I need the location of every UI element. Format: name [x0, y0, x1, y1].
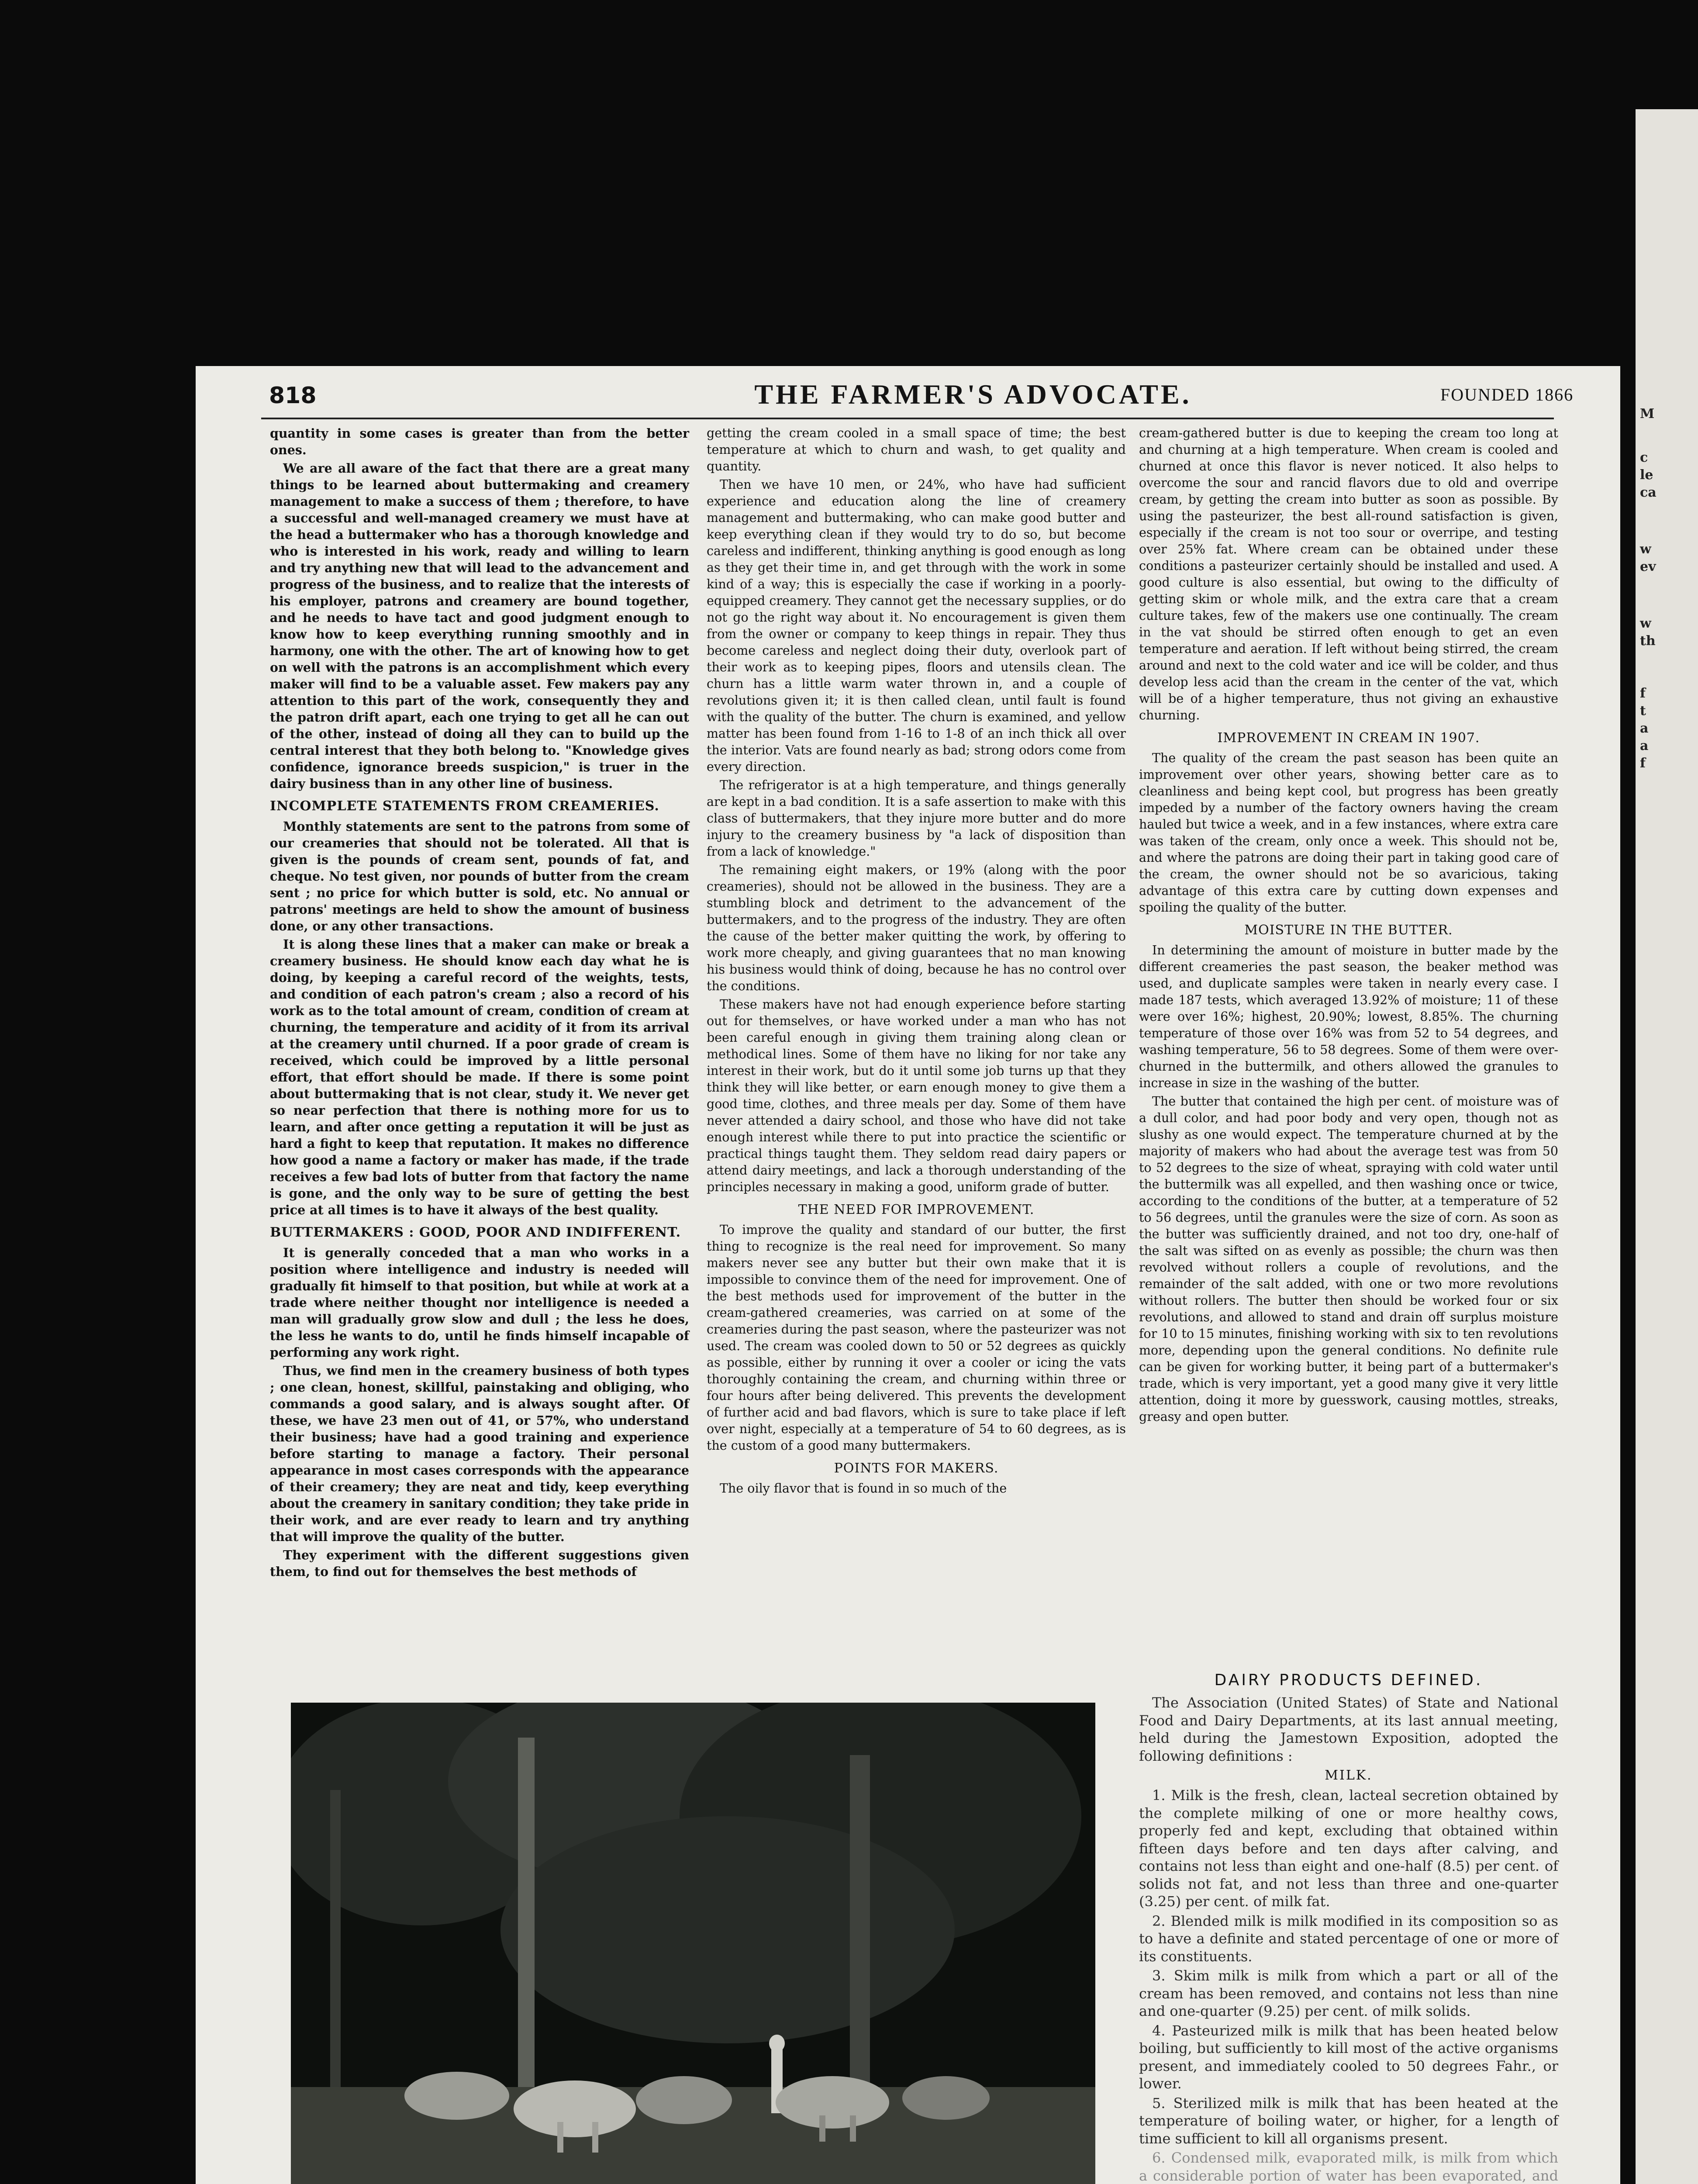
edge-fragment: f [1640, 686, 1646, 701]
paragraph: We are all aware of the fact that there are a great many things to be learned about buttermaking and creamery management to make a success of them ; therefore, to have a successful and well-managed creamery we must have at the head a buttermaker who has a thorough knowledge and who is interested in his work, ready and willing to learn and try anything new that will lead to the advancement and progress of the business, and to realize that the interests of his employer, patrons and creamery are bound together, and he needs to have tact and good judgment enough to know how to keep everything running smoothly and in harmony, one with the other. The art of knowing how to get on well with the patrons is an accomplishment which every maker will find to be a valuable asset. Few makers pay any attention to this part of the work, consequently they and the patron drift apart, each one trying to get all he can out of the other, instead of doing all they can to build up the central interest that they both belong to. "Knowledge gives confidence, ignorance breeds suspicion," is truer in the dairy business than in any other line of business. [270, 461, 689, 791]
edge-fragment: t [1640, 703, 1646, 719]
definitions-list [1139, 1694, 1558, 2184]
edge-fragment: w [1640, 542, 1651, 557]
paragraph: These makers have not had enough experience before starting out for themselves, or have worked under a man who has not been careful enough in giving them training along clean or methodical lines. Some of them have no liking for nor take any interest in their work, but do it until some job turns up that they think they will like better, or earn enough money to give them a good time, clothes, and three meals per day. Some of them have never attended a dairy school, and those who have did not take enough interest while there to put into practice the scientific or practical things taught them. They seldom read dairy papers or attend dairy meetings, and lack a thorough understanding of the principles necessary in making a good, uniform grade of butter. [707, 997, 1126, 1194]
paragraph: getting the cream cooled in a small space of time; the best temperature at which to churn and wash, to get quality and quantity. [707, 426, 1126, 473]
edge-fragment: M [1640, 406, 1655, 422]
paragraph: cream-gathered butter is due to keeping the cream too long at and churning at a high temperature. When cream is cooled and churned at once this flavor is never noticed. It also helps to overcome the sour and rancid flavors due to old and overripe cream, by getting the cream into butter as soon as possible. By using the pasteurizer, the best all-round satisfaction is given, especially if the cream is not too sour or overripe, and testing over 25% fat. Where cream can be obtained under these conditions a pasteurizer certainly should be installed and used. A good culture is also essential, but owing to the difficulty of getting skim or whole milk, and the extra care that a cream culture takes, few of the makers use one continually. The cream in the vat should be stirred often enough to get an even temperature and aeration. If left without being stirred, the cream around and next to the cold water and ice will be colder, and thus develop less acid than the cream in the center of the vat, which will be of a higher temperature, thus not giving an exhaustive churning. [1139, 426, 1558, 722]
section-heading: POINTS FOR MAKERS. [834, 1461, 999, 1476]
dairy-heading: DAIRY PRODUCTS DEFINED. [1214, 1671, 1483, 1689]
masthead-title: THE FARMER'S ADVOCATE. [754, 379, 1192, 410]
edge-fragment: c [1640, 450, 1648, 465]
paragraph: They experiment with the different suggestions given them, to find out for themselves the best methods of [270, 1548, 689, 1579]
definition-item: 1. Milk is the fresh, clean, lacteal secretion obtained by the complete milking of one or more healthy cows, properly fed and kept, excluding that obtained within fifteen days before and ten days after calving, and contains not less than eight and one-half (8.5) per cent. of solids not fat, and not less than three and one-quarter (3.25) per cent. of milk fat. [1139, 1787, 1558, 1910]
paragraph: The butter that contained the high per cent. of moisture was of a dull color, and had poor body and very open, though not as slushy as one would expect. The temperature churned at by the majority of makers who had about the average test was from 50 to 52 degrees to the size of wheat, spraying with cold water until the buttermilk was all expelled, and then washing once or twice, according to the conditions of the butter, at a temperature of 52 to 56 degrees, until the granules were the size of corn. As soon as the butter was sufficiently drained, and not too dry, one-half of the salt was sifted on as evenly as possible; the churn was then revolved without rollers a couple of revolutions, and the remainder of the salt added, with one or two more revolutions without rollers. The butter then should be worked four or six revolutions, and allowed to stand and drain off surplus moisture for 10 to 15 minutes, finishing working with six to ten revolutions more, depending upon the general conditions. No definite rule can be given for working butter, it being part of a buttermaker's trade, which is very important, yet a good many give it very little attention, doing it more by guesswork, causing mottles, streaks, greasy and open butter. [1139, 1094, 1558, 1424]
section-heading: IMPROVEMENT IN CREAM IN 1907. [1217, 730, 1480, 746]
paragraph: The Association (United States) of State and National Food and Dairy Departments, at its last annual meeting, held during the Jamestown Exposition, adopted the following definitions : [1139, 1694, 1558, 1764]
section-heading: INCOMPLETE STATEMENTS FROM CREAMERIES. [270, 798, 659, 814]
definition-item: 2. Blended milk is milk modified in its composition so as to have a definite and stated percentage of one or more of its constituents. [1139, 1912, 1558, 1965]
paragraph: quantity in some cases is greater than from the better ones. [270, 426, 689, 457]
paragraph: To improve the quality and standard of our butter, the first thing to recognize is the real need for improvement. So many makers never see any butter but their own make that it is impossible to convince them of the need for improvement. One of the best methods used for improvement of the butter in the cream-gathered creameries, was carried on at some of the creameries during the past season, where the pasteurizer was not used. The cream was cooled down to 50 or 52 degrees as quickly as possible, either by running it over a cooler or icing the vats thoroughly containing the cream, and churning within three or four hours after being delivered. This prevents the development of further acid and bad flavors, which is sure to take place if left over night, especially at a temperature of 54 to 60 degrees, as is the custom of a good many buttermakers. [707, 1223, 1126, 1453]
page-number: 818 [269, 383, 317, 409]
definition-item: 3. Skim milk is milk from which a part or all of the cream has been removed, and contains not less than nine and one-quarter (9.25) per cent. of milk solids. [1139, 1967, 1558, 2019]
edge-fragment: ev [1640, 559, 1656, 574]
edge-fragment: ca [1640, 485, 1657, 500]
paragraph: It is generally conceded that a man who works in a position where intelligence and industry is needed will gradually fit himself to that position, but while at work at a trade where neither thought nor intelligence is needed a man will gradually grow slow and dull ; the less he does, the less he wants to do, until he finds himself incapable of performing any work right. [270, 1245, 689, 1360]
section-heading: THE NEED FOR IMPROVEMENT. [798, 1202, 1035, 1217]
article-column-1 [270, 425, 689, 1705]
dairy-definitions-article [1139, 1672, 1558, 2184]
paragraph: The oily flavor that is found in so much of the [720, 1481, 1007, 1496]
edge-fragment: le [1640, 467, 1653, 483]
paragraph: In determining the amount of moisture in butter made by the different creameries the past season, the beaker method was used, and duplicate samples were taken in nearly every case. I made 187 tests, which averaged 13.92% of moisture; 11 of these were over 16%; highest, 20.90%; lowest, 8.85%. The churning temperature of those over 16% was from 52 to 54 degrees, and washing temperature, 56 to 58 degrees. Some of them were over-churned in the buttermilk, and others allowed the granules to increase in size in the washing of the butter. [1139, 943, 1558, 1090]
edge-fragment: w [1640, 616, 1651, 631]
definition-item: 4. Pasteurized milk is milk that has been heated below boiling, but sufficiently to kill most of the active organisms present, and immediately cooled to 50 degrees Fahr., or lower. [1139, 2022, 1558, 2092]
header-rule [261, 418, 1554, 419]
paragraph: Then we have 10 men, or 24%, who have had sufficient experience and education along the line of creamery management and buttermaking, who can make good butter and keep everything clean if they would try to do so, but become careless and indifferent, thinking anything is good enough as long as they get their time in, and get through with the work in some kind of a way; this is especially the case if working in a poorly-equipped creamery. They cannot get the necessary supplies, or do not go the right way about it. No encouragement is given them from the owner or company to keep things in repair. They thus become careless and neglect doing their duty, overlook part of their work as to keeping pipes, floors and utensils clean. The churn has a little warm water thrown in, and a couple of revolutions given it; it is then called clean, until fault is found with the quality of the butter. The churn is examined, and yellow matter has been found from 1-16 to 1-8 of an inch thick all over the interior. Vats are found nearly as bad; strong odors come from every direction. [707, 477, 1126, 774]
edge-fragment: f [1640, 756, 1646, 771]
founded-line: FOUNDED 1866 [1440, 385, 1574, 404]
article-column-3 [1139, 425, 1558, 1670]
newspaper-page [196, 366, 1620, 2184]
herd-photograph [291, 1703, 1095, 2184]
paragraph: The quality of the cream the past season has been quite an improvement over other years, showing better care as to cleanliness and being kept cool, but progress has been greatly impeded by a number of the factory owners having the cream hauled but twice a week, and in a few instances, where extra care was taken of the cream, only once a week. This should not be, and where the patrons are doing their part in taking good care of the cream, the owner should not be so avaricious, taking advantage of this extra care by cutting down expenses and spoiling the quality of the butter. [1139, 751, 1558, 915]
edge-fragment: th [1640, 633, 1656, 649]
edge-fragment: a [1640, 738, 1649, 753]
section-heading: MOISTURE IN THE BUTTER. [1244, 923, 1453, 938]
section-heading: BUTTERMAKERS : GOOD, POOR AND INDIFFERENT. [270, 1225, 681, 1240]
paragraph: Thus, we find men in the creamery business of both types ; one clean, honest, skillful, painstaking and obliging, who commands a good salary, and is always sought after. Of these, we have 23 men out of 41, or 57%, who understand their business; have had a good training and experience before starting to manage a factory. Their personal appearance in most cases corresponds with the appearance of their creamery; they are neat and tidy, keep everything about the creamery in sanitary condition; they take pride in their work, and are ever ready to learn and try anything that will improve the quality of the butter. [270, 1363, 689, 1544]
paragraph: The remaining eight makers, or 19% (along with the poor creameries), should not be allowed in the business. They are a stumbling block and detriment to the advancement of the buttermakers, and to the progress of the industry. They are often the cause of the better maker quitting the work, by offering to work more cheaply, and giving guarantees that no man knowing his business would think of doing, because he has no control over the conditions. [707, 863, 1126, 993]
milk-heading: MILK. [1325, 1768, 1373, 1783]
article-column-2 [707, 425, 1126, 1709]
paragraph: The refrigerator is at a high temperature, and things generally are kept in a bad condition. It is a safe assertion to make with this class of buttermakers, that they injure more butter and do more injury to the creamery business by "a lack of disposition than from a lack of knowledge." [707, 778, 1126, 859]
paragraph: It is along these lines that a maker can make or break a creamery business. He should know each day what he is doing, by keeping a careful record of the weights, tests, and condition of each patron's cream ; also a record of his work as to the total amount of cream, condition of cream at churning, the temperature and acidity of it from its arrival at the creamery until churned. If a poor grade of cream is received, which could be improved by a little personal effort, that effort should be made. If there is some point about buttermaking that is not clear, study it. We never get so near perfection that there is nothing more for us to learn, and after once getting a reputation it will be just as hard a fight to keep that reputation. It makes no difference how good a name a factory or maker has made, if the trade receives a few bad lots of butter from that factory the name is gone, and the only way to be sure of getting the best price at all times is to have it always of the best quality. [270, 937, 689, 1217]
definition-item: 6. Condensed milk, evaporated milk, is milk from which a considerable portion of water has been evaporated, and [1139, 2149, 1558, 2184]
edge-fragment: a [1640, 721, 1649, 736]
paragraph: Monthly statements are sent to the patrons from some of our creameries that should not be tolerated. All that is given is the pounds of cream sent, pounds of fat, and cheque. No test given, nor pounds of butter from the cream sent ; no price for which butter is sold, etc. No annual or patrons' meetings are held to show the amount of business done, or any other transactions. [270, 819, 689, 933]
adjacent-page-strip [1636, 109, 1698, 2184]
definition-item: 5. Sterilized milk is milk that has been heated at the temperature of boiling water, or higher, for a length of time sufficient to kill all organisms present. [1139, 2094, 1558, 2147]
